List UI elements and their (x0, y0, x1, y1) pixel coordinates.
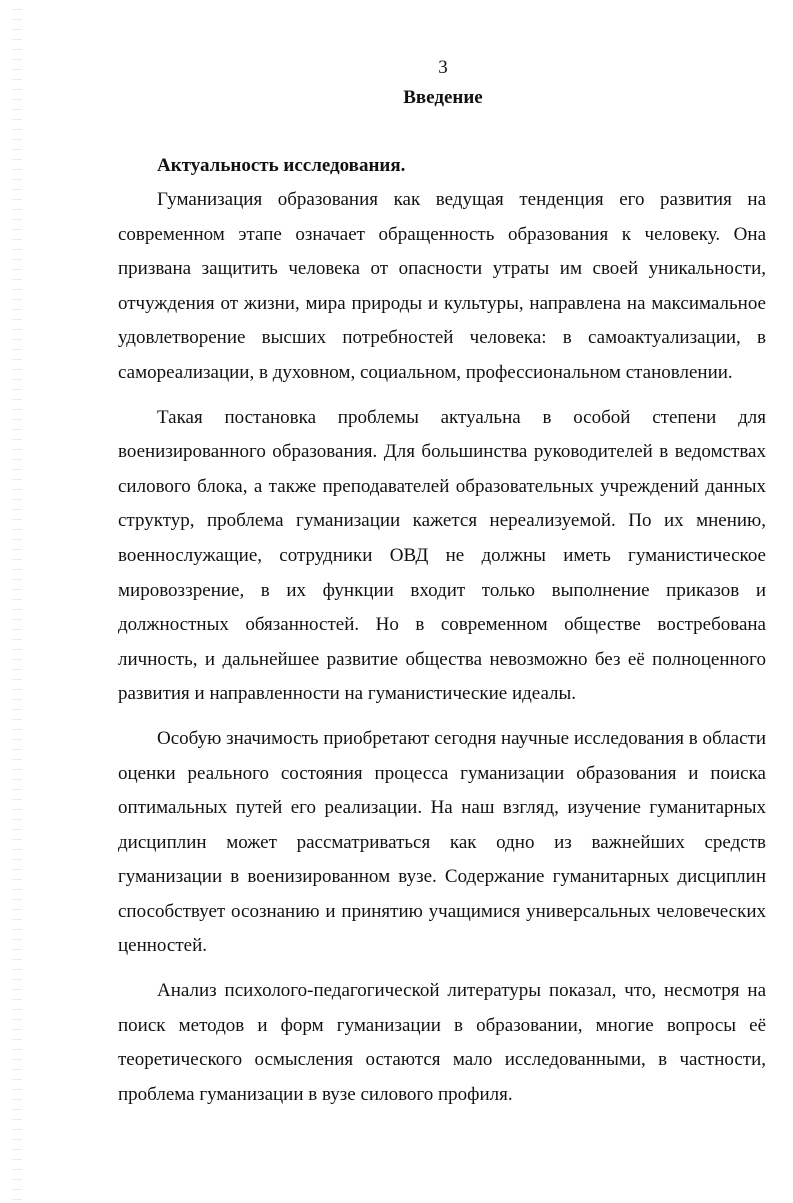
body-text (118, 183, 766, 1112)
section-title: Введение (403, 87, 483, 108)
paragraph-2: Такая постановка проблемы актуальна в особой степени для военизированного образования. Для большинства руководителей в ведомствах силового блока, а также преподавателей образовательных учреждений данных структур, проблема гуманизации кажется нереализуемой. По их мнению, военнослужащие, сотрудники ОВД не должны иметь гуманистическое мировоззрение, в их функции входит только выполнение приказов и должностных обязанностей. Но в современном обществе востребована личность, и дальнейшее развитие общества невозможно без её полноценного развития и направленности на гуманистические идеалы. (118, 406, 766, 705)
page-number: 3 (438, 57, 448, 78)
paragraph-3: Особую значимость приобретают сегодня научные исследования в области оценки реального состояния процесса гуманизации образования и поиска оптимальных путей его реализации. На наш взгляд, изучение гуманитарных дисциплин может рассматриваться как одно из важнейших средств гуманизации в военизированном вузе. Содержание гуманитарных дисциплин способствует осознанию и принятию учащимися универсальных человеческих ценностей. (118, 727, 766, 957)
section-subtitle: Актуальность исследования. (157, 155, 406, 176)
scan-edge-artifact (12, 0, 22, 1203)
paragraph-1: Гуманизация образования как ведущая тенденция его развития на современном этапе означает обращенность образования к человеку. Она призвана защитить человека от опасности утраты им своей уникальности, отчуждения от жизни, мира природы и культуры, направлена на максимальное удовлетворение высших потребностей человека: в самоактуализации, в самореализации, в духовном, социальном, профессиональном становлении. (118, 189, 766, 383)
paragraph-4: Анализ психолого-педагогической литературы показал, что, несмотря на поиск методов и форм гуманизации в образовании, многие вопросы её теоретического осмысления остаются мало исследованными, в частности, проблема гуманизации в вузе силового профиля. (118, 980, 766, 1105)
